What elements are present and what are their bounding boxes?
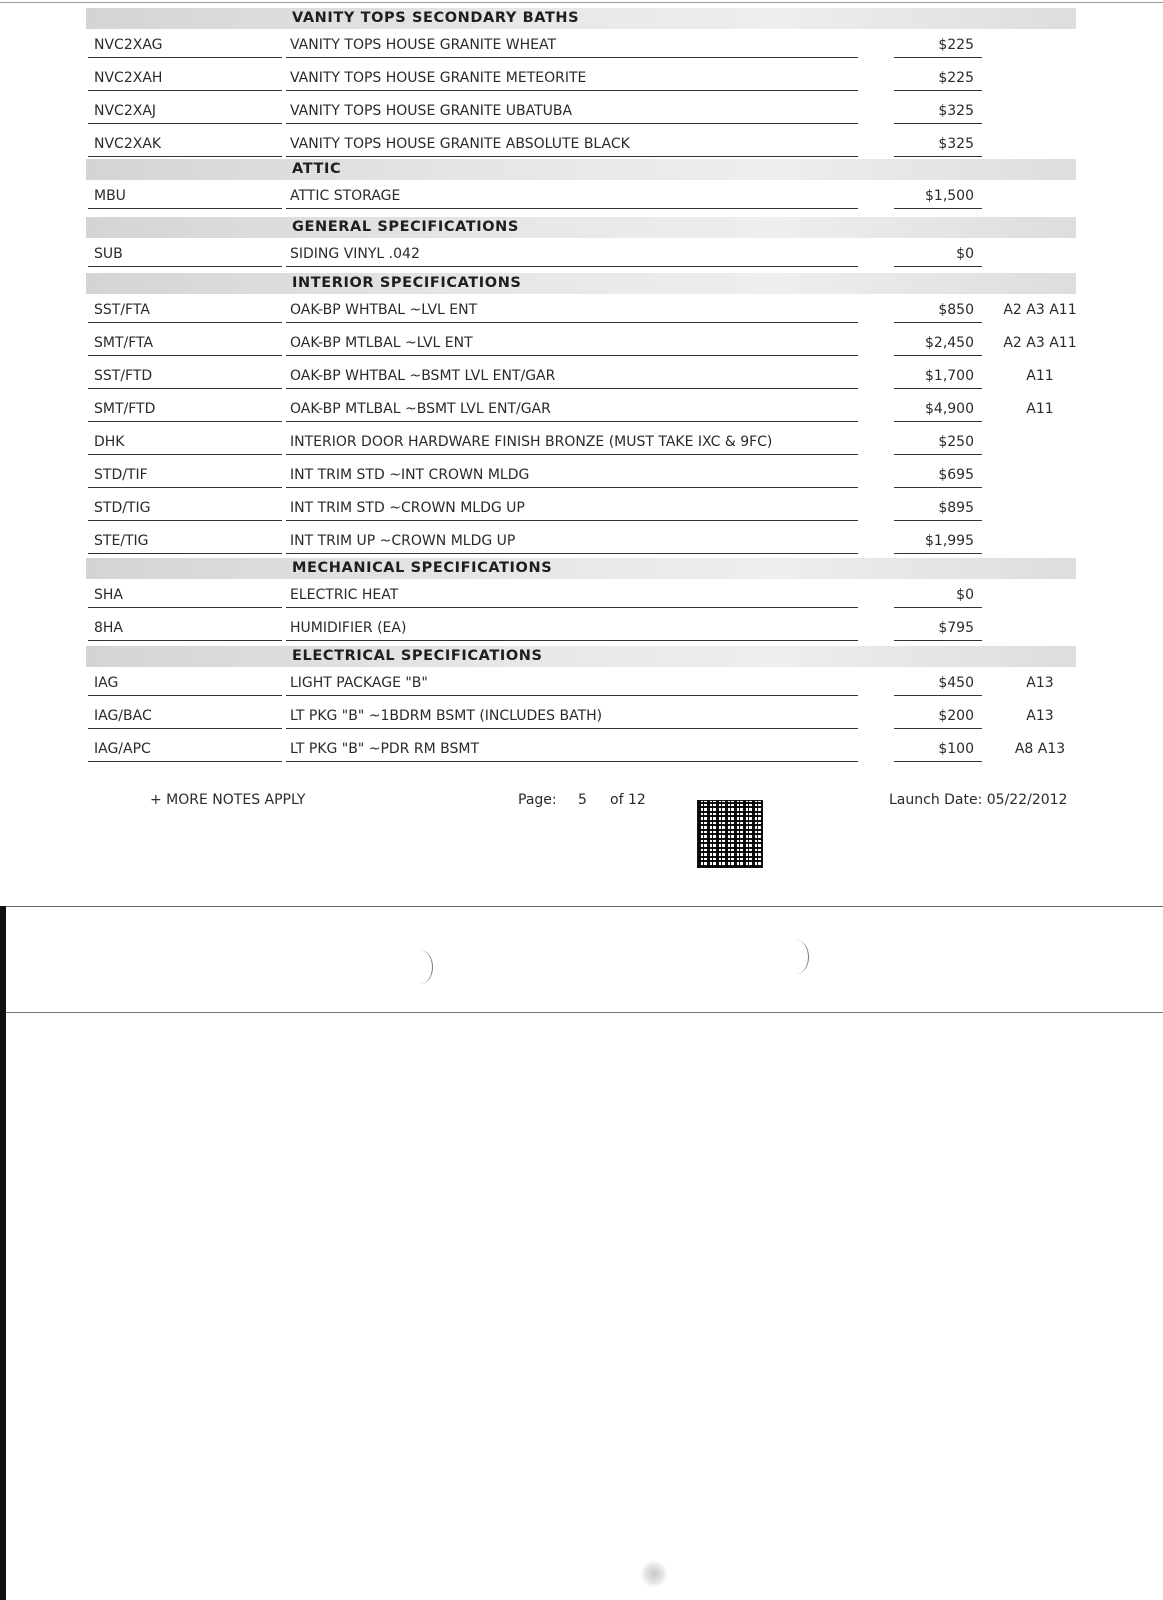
- table-row: [0, 525, 1163, 557]
- description-underline: [286, 553, 858, 554]
- table-row: [0, 327, 1163, 359]
- price-underline: [894, 322, 982, 323]
- option-description: INT TRIM STD ~CROWN MLDG UP: [290, 500, 525, 516]
- option-description: VANITY TOPS HOUSE GRANITE ABSOLUTE BLACK: [290, 136, 630, 152]
- section-header: [86, 273, 1076, 294]
- option-notes: A2 A3 A11: [1003, 302, 1077, 318]
- option-description: OAK-BP MTLBAL ~BSMT LVL ENT/GAR: [290, 401, 551, 417]
- option-description: SIDING VINYL .042: [290, 246, 420, 262]
- section-header: [86, 217, 1076, 238]
- description-underline: [286, 90, 858, 91]
- code-underline: [88, 123, 282, 124]
- option-notes: A11: [1026, 368, 1054, 384]
- section-title: VANITY TOPS SECONDARY BATHS: [292, 10, 580, 26]
- table-row: [0, 393, 1163, 425]
- section-title: MECHANICAL SPECIFICATIONS: [292, 560, 553, 576]
- table-row: [0, 700, 1163, 732]
- code-underline: [88, 388, 282, 389]
- description-underline: [286, 761, 858, 762]
- option-notes: A8 A13: [1014, 741, 1066, 757]
- option-code: SHA: [94, 587, 123, 603]
- option-description: INT TRIM STD ~INT CROWN MLDG: [290, 467, 530, 483]
- option-price: $325: [938, 103, 974, 119]
- punch-hole-mark-right: [784, 940, 809, 974]
- option-price: $100: [938, 741, 974, 757]
- scan-speck: [640, 1560, 668, 1588]
- option-price: $0: [956, 587, 974, 603]
- description-underline: [286, 355, 858, 356]
- table-row: [0, 180, 1163, 212]
- option-code: STD/TIG: [94, 500, 151, 516]
- price-underline: [894, 454, 982, 455]
- option-description: OAK-BP WHTBAL ~LVL ENT: [290, 302, 478, 318]
- launch-date: Launch Date: 05/22/2012: [889, 792, 1068, 808]
- option-code: STD/TIF: [94, 467, 148, 483]
- option-price: $895: [938, 500, 974, 516]
- price-underline: [894, 123, 982, 124]
- option-code: NVC2XAG: [94, 37, 163, 53]
- section-title: INTERIOR SPECIFICATIONS: [292, 275, 522, 291]
- option-price: $250: [938, 434, 974, 450]
- option-notes: A13: [1026, 708, 1054, 724]
- option-price: $225: [938, 37, 974, 53]
- table-row: [0, 128, 1163, 160]
- option-description: VANITY TOPS HOUSE GRANITE UBATUBA: [290, 103, 573, 119]
- table-row: [0, 238, 1163, 270]
- section-header: [86, 159, 1076, 180]
- price-underline: [894, 728, 982, 729]
- price-underline: [894, 607, 982, 608]
- option-price: $325: [938, 136, 974, 152]
- section-title: ATTIC: [292, 161, 342, 177]
- scan-lower-line: [6, 1012, 1163, 1013]
- description-underline: [286, 208, 858, 209]
- option-description: LT PKG "B" ~1BDRM BSMT (INCLUDES BATH): [290, 708, 603, 724]
- table-row: [0, 426, 1163, 458]
- option-description: OAK-BP MTLBAL ~LVL ENT: [290, 335, 473, 351]
- page-total: of 12: [610, 792, 646, 808]
- code-underline: [88, 322, 282, 323]
- punch-hole-mark-left: [408, 950, 433, 984]
- option-price: $200: [938, 708, 974, 724]
- description-underline: [286, 487, 858, 488]
- code-underline: [88, 553, 282, 554]
- description-underline: [286, 520, 858, 521]
- option-code: SMT/FTD: [94, 401, 156, 417]
- datamatrix-barcode: [697, 800, 763, 868]
- price-underline: [894, 761, 982, 762]
- sheet-top-rule: [0, 2, 1163, 3]
- description-underline: [286, 607, 858, 608]
- description-underline: [286, 322, 858, 323]
- price-underline: [894, 388, 982, 389]
- code-underline: [88, 454, 282, 455]
- table-row: [0, 612, 1163, 644]
- option-code: SMT/FTA: [94, 335, 154, 351]
- page-label: Page:: [518, 792, 557, 808]
- description-underline: [286, 388, 858, 389]
- price-underline: [894, 421, 982, 422]
- code-underline: [88, 208, 282, 209]
- section-header: [86, 558, 1076, 579]
- option-notes: A2 A3 A11: [1003, 335, 1077, 351]
- code-underline: [88, 520, 282, 521]
- price-underline: [894, 57, 982, 58]
- code-underline: [88, 355, 282, 356]
- table-row: [0, 667, 1163, 699]
- option-notes: A11: [1026, 401, 1054, 417]
- description-underline: [286, 156, 858, 157]
- code-underline: [88, 156, 282, 157]
- option-code: MBU: [94, 188, 126, 204]
- option-price: $1,995: [925, 533, 974, 549]
- description-underline: [286, 728, 858, 729]
- table-row: [0, 29, 1163, 61]
- section-header: [86, 8, 1076, 29]
- price-underline: [894, 640, 982, 641]
- code-underline: [88, 90, 282, 91]
- code-underline: [88, 266, 282, 267]
- option-price: $2,450: [925, 335, 974, 351]
- option-price: $0: [956, 246, 974, 262]
- option-description: VANITY TOPS HOUSE GRANITE METEORITE: [290, 70, 587, 86]
- section-header: [86, 646, 1076, 667]
- option-code: NVC2XAJ: [94, 103, 157, 119]
- code-underline: [88, 695, 282, 696]
- code-underline: [88, 421, 282, 422]
- code-underline: [88, 761, 282, 762]
- table-row: [0, 459, 1163, 491]
- table-row: [0, 579, 1163, 611]
- price-underline: [894, 208, 982, 209]
- description-underline: [286, 640, 858, 641]
- option-code: IAG: [94, 675, 119, 691]
- price-underline: [894, 487, 982, 488]
- option-code: SST/FTA: [94, 302, 150, 318]
- option-code: SUB: [94, 246, 123, 262]
- section-title: GENERAL SPECIFICATIONS: [292, 219, 519, 235]
- description-underline: [286, 57, 858, 58]
- table-row: [0, 733, 1163, 765]
- option-code: STE/TIG: [94, 533, 149, 549]
- option-description: ELECTRIC HEAT: [290, 587, 399, 603]
- option-description: ATTIC STORAGE: [290, 188, 401, 204]
- option-price: $1,700: [925, 368, 974, 384]
- option-code: DHK: [94, 434, 125, 450]
- price-underline: [894, 266, 982, 267]
- table-row: [0, 360, 1163, 392]
- option-price: $4,900: [925, 401, 974, 417]
- code-underline: [88, 487, 282, 488]
- option-code: IAG/BAC: [94, 708, 152, 724]
- description-underline: [286, 454, 858, 455]
- option-description: LT PKG "B" ~PDR RM BSMT: [290, 741, 479, 757]
- description-underline: [286, 123, 858, 124]
- option-notes: A13: [1026, 675, 1054, 691]
- option-price: $695: [938, 467, 974, 483]
- code-underline: [88, 57, 282, 58]
- option-description: VANITY TOPS HOUSE GRANITE WHEAT: [290, 37, 557, 53]
- option-price: $795: [938, 620, 974, 636]
- price-underline: [894, 553, 982, 554]
- code-underline: [88, 640, 282, 641]
- price-underline: [894, 695, 982, 696]
- option-code: NVC2XAK: [94, 136, 162, 152]
- option-code: NVC2XAH: [94, 70, 163, 86]
- option-description: LIGHT PACKAGE "B": [290, 675, 428, 691]
- option-price: $225: [938, 70, 974, 86]
- option-code: IAG/APC: [94, 741, 151, 757]
- table-row: [0, 95, 1163, 127]
- price-underline: [894, 90, 982, 91]
- price-underline: [894, 520, 982, 521]
- section-title: ELECTRICAL SPECIFICATIONS: [292, 648, 543, 664]
- price-underline: [894, 355, 982, 356]
- option-description: INTERIOR DOOR HARDWARE FINISH BRONZE (MUST TAKE IXC & 9FC): [290, 434, 773, 450]
- description-underline: [286, 695, 858, 696]
- option-price: $1,500: [925, 188, 974, 204]
- option-code: SST/FTD: [94, 368, 153, 384]
- option-price: $850: [938, 302, 974, 318]
- option-price: $450: [938, 675, 974, 691]
- scan-fold-line: [0, 906, 1163, 907]
- table-row: [0, 62, 1163, 94]
- code-underline: [88, 728, 282, 729]
- option-description: INT TRIM UP ~CROWN MLDG UP: [290, 533, 516, 549]
- option-description: OAK-BP WHTBAL ~BSMT LVL ENT/GAR: [290, 368, 556, 384]
- page-number: 5: [578, 792, 587, 808]
- table-row: [0, 294, 1163, 326]
- description-underline: [286, 421, 858, 422]
- table-row: [0, 492, 1163, 524]
- price-underline: [894, 156, 982, 157]
- code-underline: [88, 607, 282, 608]
- scan-left-edge: [0, 906, 6, 1600]
- description-underline: [286, 266, 858, 267]
- more-notes-text: + MORE NOTES APPLY: [150, 792, 306, 808]
- option-code: 8HA: [94, 620, 124, 636]
- option-description: HUMIDIFIER (EA): [290, 620, 407, 636]
